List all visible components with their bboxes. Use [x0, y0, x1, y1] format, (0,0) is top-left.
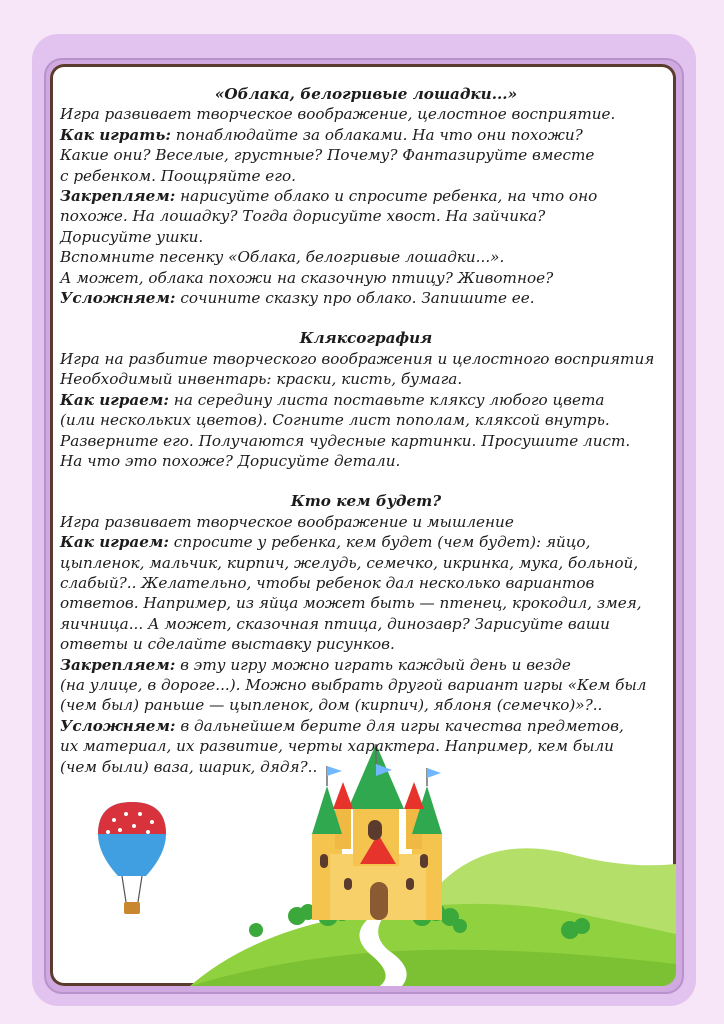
line-text: (чем были) ваза, шарик, дядя?.. — [60, 757, 318, 776]
bold-label: Закрепляем: — [60, 655, 176, 674]
line-text: (чем был) раньше — цыпленок, дом (кирпич), яблоня (семечко)»?.. — [60, 696, 603, 715]
line-text: понаблюдайте за облаками. На что они похожи? — [170, 125, 583, 144]
text-line — [60, 349, 672, 369]
section-title: «Облака, белогривые лошадки...» — [214, 85, 518, 103]
section-title: Кто кем будет? — [290, 492, 442, 511]
article-content — [60, 84, 672, 797]
text-line — [60, 125, 672, 145]
text-line — [60, 206, 672, 226]
line-text: сочините сказку про облако. Запишите ее. — [175, 289, 535, 308]
line-text: с ребенком. Поощряйте его. — [60, 166, 296, 185]
text-line — [60, 451, 672, 471]
line-text: Вспомните песенку «Облака, белогривые лошадки...». — [60, 248, 505, 267]
section-title: Кляксография — [299, 329, 433, 348]
line-text: Игра на разбитие творческого воображения и целостного восприятия — [60, 349, 655, 368]
line-text: спросите у ребенка, кем будет (чем будет): яйцо, — [168, 533, 591, 552]
bold-label: Усложняем: — [60, 716, 176, 735]
bold-label: Закрепляем: — [60, 187, 176, 206]
bold-label: Как играть: — [60, 125, 171, 144]
section-3 — [60, 491, 672, 777]
line-text: Разверните его. Получаются чудесные картинки. Просушите лист. — [60, 431, 631, 450]
section-1 — [60, 84, 672, 308]
line-text: Игра развивает творческое воображение, целостное восприятие. — [60, 105, 616, 124]
line-text: их материал, их развитие, черты характера. Например, кем были — [60, 737, 614, 756]
bold-label: Усложняем: — [60, 289, 176, 308]
text-line — [60, 716, 672, 736]
line-text: А может, облака похожи на сказочную птицу? Животное? — [60, 268, 554, 287]
text-line — [60, 288, 672, 308]
text-line — [60, 268, 672, 288]
text-line — [60, 736, 672, 756]
line-text: похоже. На лошадку? Тогда дорисуйте хвост. На зайчика? — [60, 207, 546, 226]
line-text: Игра развивает творческое воображение и мышление — [60, 512, 514, 531]
text-line — [60, 166, 672, 186]
bold-label: Как играем: — [60, 533, 169, 552]
line-text: (или нескольких цветов). Согните лист пополам, кляксой внутрь. — [60, 411, 610, 430]
text-line — [60, 593, 672, 613]
paper-sheet — [50, 64, 676, 986]
text-line — [60, 614, 672, 634]
text-line — [60, 634, 672, 654]
line-text: цыпленок, мальчик, кирпич, желудь, семечко, икринка, мука, больной, — [60, 553, 639, 572]
text-line — [60, 431, 672, 451]
line-text: На что это похоже? Дорисуйте детали. — [60, 451, 401, 470]
text-line — [60, 655, 672, 675]
bold-label: Как играем: — [60, 390, 169, 409]
text-line — [60, 675, 672, 695]
text-line — [60, 186, 672, 206]
line-text: Какие они? Веселые, грустные? Почему? Фантазируйте вместе — [60, 146, 595, 165]
text-line — [60, 145, 672, 165]
line-text: нарисуйте облако и спросите ребенка, на что оно — [175, 187, 598, 206]
hot-air-balloon — [98, 802, 166, 914]
line-text: Дорисуйте ушки. — [60, 227, 204, 246]
text-line — [60, 247, 672, 267]
text-line — [60, 532, 672, 552]
text-line — [60, 512, 672, 532]
text-line — [60, 369, 672, 389]
line-text: (на улице, в дороге...). Можно выбрать другой вариант игры «Кем был — [60, 675, 647, 694]
text-line — [60, 757, 672, 777]
text-line — [60, 104, 672, 124]
line-text: ответы и сделайте выставку рисунков. — [60, 635, 395, 654]
text-line — [60, 390, 672, 410]
line-text: в эту игру можно играть каждый день и везде — [175, 655, 571, 674]
line-text: ответов. Например, из яйца может быть — птенец, крокодил, змея, — [60, 594, 642, 613]
line-text: Необходимый инвентарь: краски, кисть, бумага. — [60, 370, 463, 389]
line-text: на середину листа поставьте кляксу любого цвета — [168, 390, 605, 409]
line-text: слабый?.. Желательно, чтобы ребенок дал несколько вариантов — [60, 573, 595, 592]
text-line — [60, 695, 672, 715]
line-text: в дальнейшем берите для игры качества предметов, — [175, 716, 624, 735]
text-line — [60, 410, 672, 430]
text-line — [60, 553, 672, 573]
line-text: яичница... А может, сказочная птица, динозавр? Зарисуйте ваши — [60, 614, 610, 633]
section-2 — [60, 328, 672, 471]
text-line — [60, 573, 672, 593]
text-line — [60, 227, 672, 247]
